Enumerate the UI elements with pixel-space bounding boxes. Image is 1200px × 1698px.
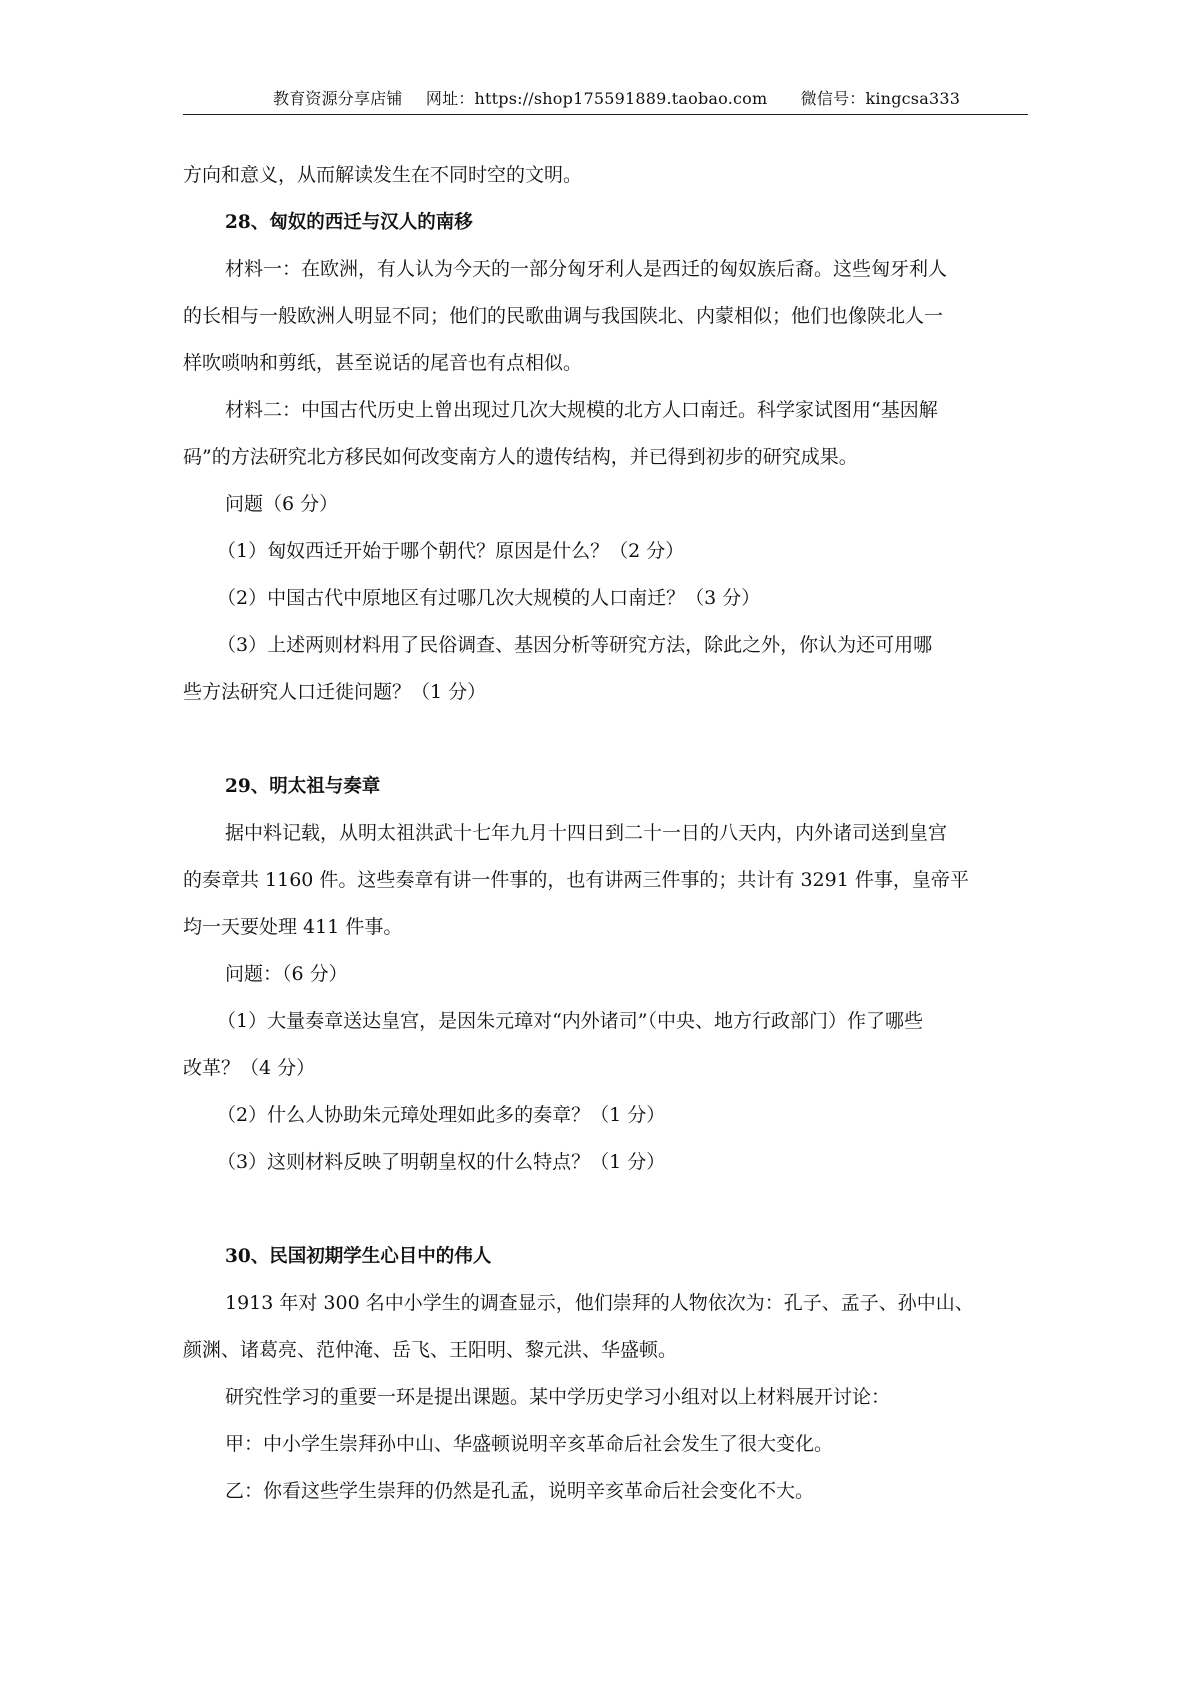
- question-29-title: 29、明太祖与奏章: [225, 776, 381, 797]
- paragraph-line: 样吹唢呐和剪纸，甚至说话的尾音也有点相似。: [183, 352, 583, 374]
- question-heading: 问题（6 分）: [225, 493, 339, 515]
- question-item: （3）上述两则材料用了民俗调查、基因分析等研究方法，除此之外，你认为还可用哪: [217, 634, 933, 656]
- paragraph-line: 码”的方法研究北方移民如何改变南方人的遗传结构，并已得到初步的研究成果。: [183, 446, 858, 468]
- paragraph-line: 的长相与一般欧洲人明显不同；他们的民歌曲调与我国陕北、内蒙相似；他们也像陕北人一: [183, 305, 944, 327]
- question-28-title: 28、匈奴的西迁与汉人的南移: [225, 212, 473, 233]
- paragraph-line: 材料二：中国古代历史上曾出现过几次大规模的北方人口南迁。科学家试图用“基因解: [225, 399, 938, 421]
- discussion-line-jia: 甲：中小学生崇拜孙中山、华盛顿说明辛亥革命后社会发生了很大变化。: [225, 1433, 834, 1455]
- paragraph-line: 据中料记载，从明太祖洪武十七年九月十四日到二十一日的八天内，内外诸司送到皇宫: [225, 822, 948, 844]
- question-item: （2）中国古代中原地区有过哪几次大规模的人口南迁？（3 分）: [217, 587, 761, 609]
- spacer: [183, 716, 1028, 763]
- paragraph-line: 方向和意义，从而解读发生在不同时空的文明。: [183, 164, 583, 186]
- question-heading: 问题：（6 分）: [225, 963, 348, 985]
- question-item: （3）这则材料反映了明朝皇权的什么特点？（1 分）: [217, 1151, 666, 1173]
- paragraph-line: 颜渊、诸葛亮、范仲淹、岳飞、王阳明、黎元洪、华盛顿。: [183, 1339, 678, 1361]
- question-item: （1）匈奴西迁开始于哪个朝代？原因是什么？（2 分）: [217, 540, 685, 562]
- page-header: [183, 84, 1028, 115]
- spacer: [183, 1186, 1028, 1233]
- header-url: 网址：https://shop175591889.taobao.com: [425, 89, 768, 108]
- question-item: （2）什么人协助朱元璋处理如此多的奏章？（1 分）: [217, 1104, 666, 1126]
- paragraph-line: 均一天要处理 411 件事。: [183, 916, 403, 938]
- question-item: （1）大量奏章送达皇宫，是因朱元璋对“内外诸司”（中央、地方行政部门）作了哪些: [217, 1010, 924, 1032]
- question-30-title: 30、民国初期学生心目中的伟人: [225, 1246, 492, 1267]
- discussion-line-yi: 乙：你看这些学生崇拜的仍然是孔孟，说明辛亥革命后社会变化不大。: [225, 1480, 815, 1502]
- document-body: [183, 152, 1028, 1515]
- header-wechat: 微信号：kingcsa333: [800, 89, 961, 108]
- paragraph-line: 研究性学习的重要一环是提出课题。某中学历史学习小组对以上材料展开讨论：: [225, 1386, 891, 1408]
- paragraph-line: 1913 年对 300 名中小学生的调查显示，他们崇拜的人物依次为：孔子、孟子、孙中山、: [225, 1292, 974, 1314]
- header-shop-name: 教育资源分享店铺: [273, 89, 403, 108]
- question-item-continued: 改革？（4 分）: [183, 1057, 316, 1079]
- header-text: [273, 86, 960, 109]
- question-item-continued: 些方法研究人口迁徙问题？（1 分）: [183, 681, 487, 703]
- paragraph-line: 的奏章共 1160 件。这些奏章有讲一件事的，也有讲两三件事的；共计有 3291 件事，皇帝平: [183, 869, 969, 891]
- paragraph-line: 材料一：在欧洲，有人认为今天的一部分匈牙利人是西迁的匈奴族后裔。这些匈牙利人: [225, 258, 948, 280]
